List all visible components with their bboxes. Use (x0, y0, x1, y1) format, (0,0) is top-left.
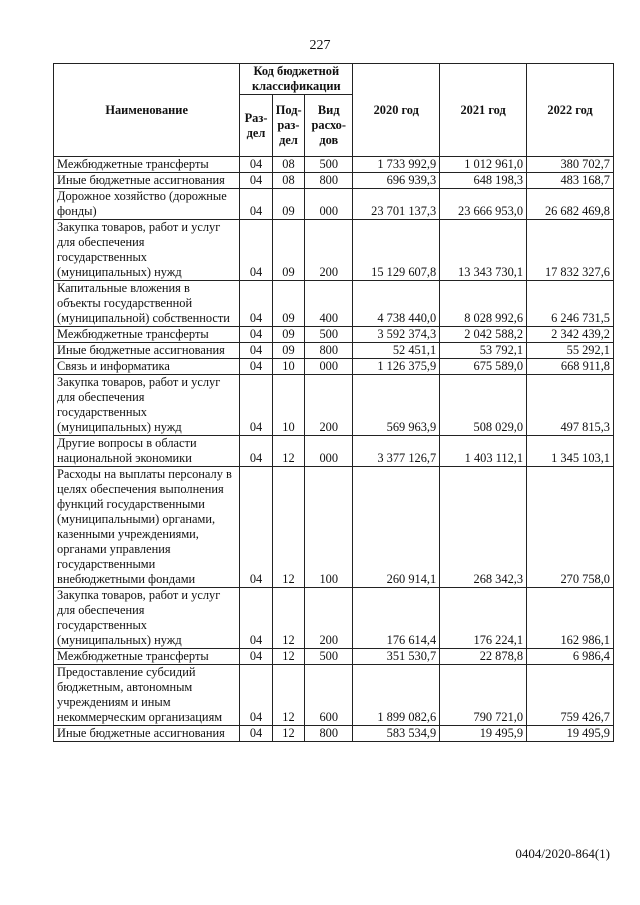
row-expense-type: 200 (305, 588, 353, 649)
row-subsection: 12 (272, 588, 304, 649)
row-subsection: 10 (272, 375, 304, 436)
row-subsection: 09 (272, 343, 304, 359)
row-name: Другие вопросы в области национальной экономики (54, 436, 240, 467)
row-subsection: 12 (272, 665, 304, 726)
row-value-2020: 3 592 374,3 (353, 327, 440, 343)
row-value-2022: 2 342 439,2 (527, 327, 614, 343)
table-row (54, 343, 614, 359)
row-name: Иные бюджетные ассигнования (54, 173, 240, 189)
row-name: Иные бюджетные ассигнования (54, 343, 240, 359)
row-expense-type: 500 (305, 157, 353, 173)
table-row (54, 649, 614, 665)
row-value-2020: 52 451,1 (353, 343, 440, 359)
table-row (54, 359, 614, 375)
table-body (54, 157, 614, 742)
row-value-2020: 569 963,9 (353, 375, 440, 436)
row-value-2022: 483 168,7 (527, 173, 614, 189)
row-value-2021: 1 403 112,1 (440, 436, 527, 467)
row-value-2022: 6 246 731,5 (527, 281, 614, 327)
budget-table (53, 63, 614, 742)
row-expense-type: 000 (305, 436, 353, 467)
row-expense-type: 500 (305, 649, 353, 665)
row-value-2022: 19 495,9 (527, 726, 614, 742)
row-section: 04 (240, 327, 272, 343)
row-value-2022: 17 832 327,6 (527, 220, 614, 281)
header-year-2020: 2020 год (353, 64, 440, 157)
table-row (54, 726, 614, 742)
row-expense-type: 800 (305, 343, 353, 359)
row-subsection: 09 (272, 189, 304, 220)
row-name: Связь и информатика (54, 359, 240, 375)
row-name: Межбюджетные трансферты (54, 157, 240, 173)
table-row (54, 436, 614, 467)
row-value-2021: 675 589,0 (440, 359, 527, 375)
table-row (54, 375, 614, 436)
row-value-2020: 4 738 440,0 (353, 281, 440, 327)
row-subsection: 09 (272, 220, 304, 281)
row-section: 04 (240, 157, 272, 173)
row-subsection: 12 (272, 649, 304, 665)
row-value-2020: 696 939,3 (353, 173, 440, 189)
row-section: 04 (240, 220, 272, 281)
row-name: Капитальные вложения в объекты государственной (муниципальной) собственности (54, 281, 240, 327)
row-section: 04 (240, 726, 272, 742)
row-value-2021: 22 878,8 (440, 649, 527, 665)
row-name: Межбюджетные трансферты (54, 327, 240, 343)
row-value-2021: 790 721,0 (440, 665, 527, 726)
table-row (54, 173, 614, 189)
table-row (54, 467, 614, 588)
row-value-2021: 1 012 961,0 (440, 157, 527, 173)
row-subsection: 12 (272, 436, 304, 467)
header-section: Раз-дел (240, 95, 272, 157)
row-value-2022: 55 292,1 (527, 343, 614, 359)
row-subsection: 09 (272, 281, 304, 327)
row-value-2020: 1 899 082,6 (353, 665, 440, 726)
row-section: 04 (240, 281, 272, 327)
row-value-2020: 351 530,7 (353, 649, 440, 665)
row-value-2021: 23 666 953,0 (440, 189, 527, 220)
table-row (54, 588, 614, 649)
row-section: 04 (240, 375, 272, 436)
row-expense-type: 800 (305, 173, 353, 189)
row-name: Дорожное хозяйство (дорожные фонды) (54, 189, 240, 220)
table-row (54, 281, 614, 327)
row-expense-type: 000 (305, 189, 353, 220)
row-value-2021: 2 042 588,2 (440, 327, 527, 343)
row-value-2020: 15 129 607,8 (353, 220, 440, 281)
row-value-2021: 508 029,0 (440, 375, 527, 436)
row-expense-type: 600 (305, 665, 353, 726)
row-value-2021: 13 343 730,1 (440, 220, 527, 281)
row-value-2020: 260 914,1 (353, 467, 440, 588)
table-row (54, 220, 614, 281)
row-expense-type: 800 (305, 726, 353, 742)
table-row (54, 327, 614, 343)
row-value-2021: 19 495,9 (440, 726, 527, 742)
row-name: Закупка товаров, работ и услуг для обеспечения государственных (муниципальных) нужд (54, 375, 240, 436)
row-name: Иные бюджетные ассигнования (54, 726, 240, 742)
row-value-2022: 759 426,7 (527, 665, 614, 726)
header-year-2022: 2022 год (527, 64, 614, 157)
row-expense-type: 200 (305, 220, 353, 281)
row-section: 04 (240, 467, 272, 588)
row-value-2022: 1 345 103,1 (527, 436, 614, 467)
row-value-2021: 648 198,3 (440, 173, 527, 189)
row-value-2020: 1 733 992,9 (353, 157, 440, 173)
header-year-2021: 2021 год (440, 64, 527, 157)
row-value-2022: 270 758,0 (527, 467, 614, 588)
row-expense-type: 500 (305, 327, 353, 343)
page-number: 227 (309, 38, 331, 53)
table-row (54, 189, 614, 220)
row-expense-type: 000 (305, 359, 353, 375)
row-subsection: 12 (272, 726, 304, 742)
row-value-2021: 268 342,3 (440, 467, 527, 588)
header-expense-type: Вид расхо-дов (305, 95, 353, 157)
row-subsection: 10 (272, 359, 304, 375)
document-number: 0404/2020-864(1) (515, 846, 610, 861)
row-expense-type: 400 (305, 281, 353, 327)
table-row (54, 665, 614, 726)
row-name: Предоставление субсидий бюджетным, автономным учреждениям и иным некоммерческим организациям (54, 665, 240, 726)
row-value-2022: 26 682 469,8 (527, 189, 614, 220)
row-section: 04 (240, 649, 272, 665)
row-value-2022: 6 986,4 (527, 649, 614, 665)
header-subsection: Под-раз-дел (272, 95, 304, 157)
row-name: Закупка товаров, работ и услуг для обеспечения государственных (муниципальных) нужд (54, 220, 240, 281)
row-expense-type: 100 (305, 467, 353, 588)
row-section: 04 (240, 436, 272, 467)
row-section: 04 (240, 189, 272, 220)
header-name: Наименование (54, 64, 240, 157)
row-subsection: 08 (272, 173, 304, 189)
row-section: 04 (240, 665, 272, 726)
header-code-group: Код бюджетной классификации (240, 64, 353, 95)
row-value-2020: 176 614,4 (353, 588, 440, 649)
row-section: 04 (240, 588, 272, 649)
row-value-2022: 668 911,8 (527, 359, 614, 375)
row-name: Расходы на выплаты персоналу в целях обеспечения выполнения функций государственными (муниципальными) органами, казенными учреждениями, органами управления государственными внебюджетными фондами (54, 467, 240, 588)
row-name: Закупка товаров, работ и услуг для обеспечения государственных (муниципальных) нужд (54, 588, 240, 649)
row-value-2021: 176 224,1 (440, 588, 527, 649)
row-value-2020: 23 701 137,3 (353, 189, 440, 220)
row-value-2020: 583 534,9 (353, 726, 440, 742)
row-value-2020: 3 377 126,7 (353, 436, 440, 467)
row-name: Межбюджетные трансферты (54, 649, 240, 665)
row-value-2022: 380 702,7 (527, 157, 614, 173)
row-section: 04 (240, 173, 272, 189)
table-row (54, 157, 614, 173)
row-value-2022: 497 815,3 (527, 375, 614, 436)
row-section: 04 (240, 359, 272, 375)
row-value-2020: 1 126 375,9 (353, 359, 440, 375)
row-value-2022: 162 986,1 (527, 588, 614, 649)
row-expense-type: 200 (305, 375, 353, 436)
row-value-2021: 53 792,1 (440, 343, 527, 359)
row-subsection: 08 (272, 157, 304, 173)
row-subsection: 12 (272, 467, 304, 588)
row-value-2021: 8 028 992,6 (440, 281, 527, 327)
row-subsection: 09 (272, 327, 304, 343)
row-section: 04 (240, 343, 272, 359)
